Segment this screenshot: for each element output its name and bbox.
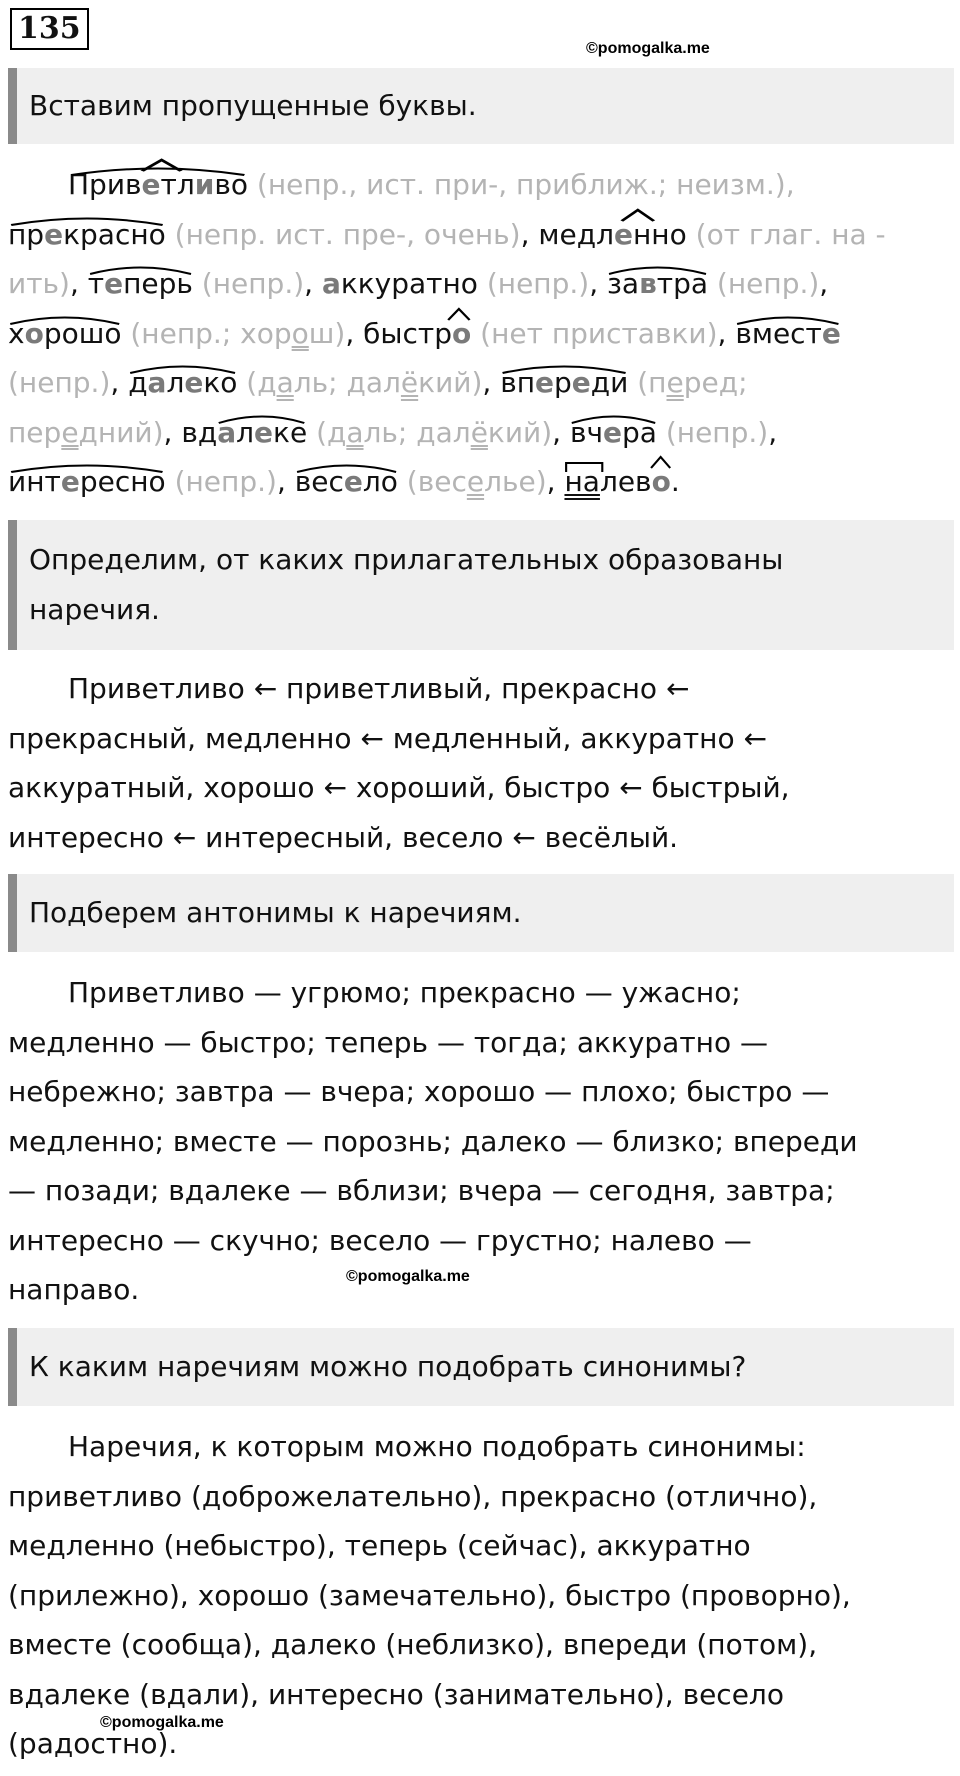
word-daleko: далеко [128, 366, 238, 399]
line-5: — позади; вдалеке — вблизи; вчера — сегодня, завтра; [8, 1174, 835, 1207]
line-3: медленно (небыстро), теперь (сейчас), аккуратно [8, 1529, 751, 1562]
word-vmeste: вместе [735, 316, 841, 350]
watermark-middle: ©pomogalka.me [346, 1268, 470, 1285]
line-7: (радостно). [8, 1727, 178, 1760]
line-4: хорошо (непр.; хорош), быстро (нет приставки), вместе [8, 309, 954, 359]
line-1: Наречия, к которым можно подобрать синонимы: [68, 1430, 806, 1463]
word-veselo: весело [294, 465, 398, 498]
word-zavtra: завтра [607, 267, 709, 300]
line-5: вместе (сообща), далеко (неблизко), впереди (потом), [8, 1628, 818, 1661]
line-1: Приветливо — угрюмо; прекрасно — ужасно; [68, 976, 741, 1009]
heading-text-line-1: Определим, от каких прилагательных образованы [29, 543, 784, 576]
line-4: интересно ← интересный, весело ← весёлый. [8, 820, 679, 854]
watermark-top: ©pomogalka.me [586, 40, 710, 57]
line-2: приветливо (доброжелательно), прекрасно (отлично), [8, 1479, 818, 1513]
heading-text: Подберем антонимы к наречиям. [29, 896, 522, 929]
line-1: Приветливо ← приветливый, прекрасно ← [68, 672, 690, 705]
word-vdaleke: вдалеке [181, 415, 308, 449]
line-3: ить), теперь (непр.), аккуратно (непр.), завтра (непр.), [8, 259, 954, 309]
word-khorosho: хорошо [8, 316, 122, 350]
line-5: (непр.), далеко (даль; далёкий), впереди (перед; [8, 358, 954, 408]
line-3: небрежно; завтра — вчера; хорошо — плохо; быстро — [8, 1075, 830, 1108]
word-bystro: быстро [363, 309, 471, 359]
heading-text: Вставим пропущенные буквы. [29, 89, 477, 122]
line-2: прекрасно (непр. ист. пре-, очень), медленно (от глаг. на - [8, 210, 954, 260]
word-nalevo: налево [564, 457, 670, 507]
word-vchera: вчера [569, 415, 657, 449]
line-3: аккуратный, хорошо ← хороший, быстро ← быстрый, [8, 771, 790, 804]
word-akkuratno: аккуратно [321, 267, 478, 300]
insert-letters-paragraph [8, 160, 954, 507]
section-heading-source-adjectives [8, 520, 954, 650]
line-7: направо. [8, 1273, 140, 1306]
word-prekrasno: прекрасно [8, 217, 166, 251]
word-interesno: интересно [8, 465, 166, 498]
word-privetlivo: Приветливо [68, 160, 248, 210]
antonyms-paragraph [8, 968, 954, 1315]
section-heading-synonyms [8, 1328, 954, 1406]
heading-text-line-2: наречия. [29, 593, 160, 626]
watermark-bottom: ©pomogalka.me [100, 1714, 224, 1731]
section-heading-antonyms [8, 874, 954, 952]
line-1: Приветливо (непр., ист. при-, приближ.; неизм.), [8, 160, 954, 210]
source-adjectives-paragraph [8, 664, 954, 862]
section-heading-insert-letters [8, 68, 954, 144]
word-teper: теперь [87, 267, 193, 300]
line-7: интересно (непр.), весело (веселье), налево. [8, 457, 954, 507]
line-2: медленно — быстро; теперь — тогда; аккуратно — [8, 1025, 768, 1059]
line-6: передний), вдалеке (даль; далёкий), вчера (непр.), [8, 408, 954, 458]
heading-text: К каким наречиям можно подобрать синонимы? [29, 1350, 747, 1383]
word-medlenno: медленно [538, 210, 686, 260]
line-4: (прилежно), хорошо (замечательно), быстро (проворно), [8, 1578, 851, 1612]
word-vperedi: впереди [500, 366, 629, 399]
task-number: 135 [10, 8, 89, 50]
line-6: интересно — скучно; весело — грустно; налево — [8, 1223, 752, 1257]
line-2: прекрасный, медленно ← медленный, аккуратно ← [8, 721, 767, 755]
line-6: вдалеке (вдали), интересно (занимательно), весело [8, 1677, 784, 1711]
line-4: медленно; вместе — порознь; далеко — близко; впереди [8, 1124, 858, 1158]
